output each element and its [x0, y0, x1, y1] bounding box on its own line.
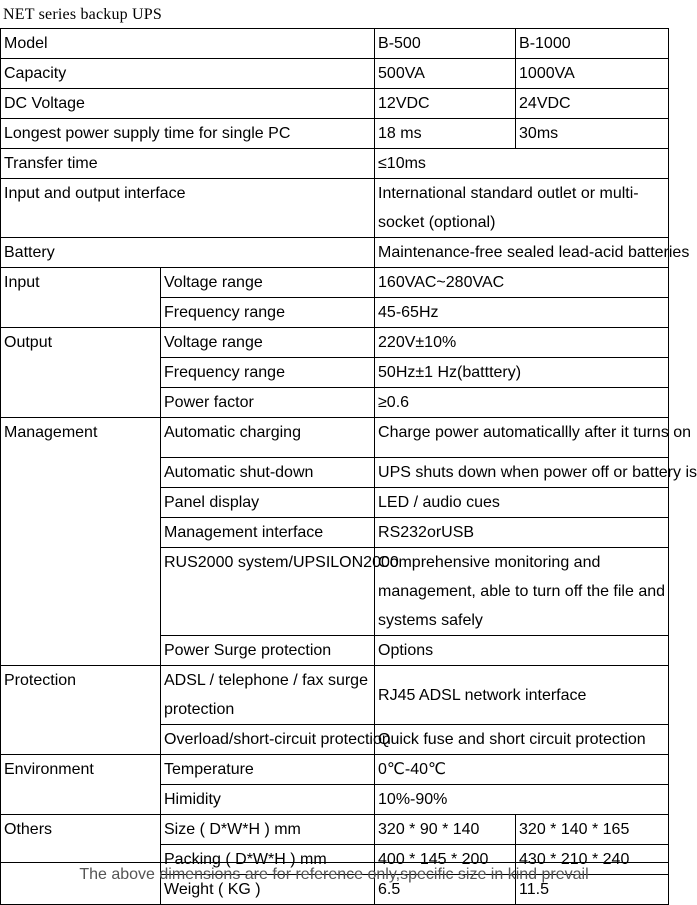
- cell-value-b500: 400 * 145 * 200: [375, 845, 516, 875]
- group-label-protection: Protection: [1, 666, 161, 755]
- group-label-input: Input: [1, 268, 161, 328]
- cell-value-b500: B-500: [375, 29, 516, 59]
- group-label-environment: Environment: [1, 755, 161, 815]
- table-row: [1, 268, 669, 298]
- sub-label: Power factor: [161, 388, 375, 418]
- sub-label: RUS2000 system/UPSILON2000: [161, 548, 375, 636]
- row-label: Battery: [1, 238, 375, 268]
- cell-value-b1000: 11.5: [516, 875, 669, 905]
- sub-label: Weight ( KG ): [161, 875, 375, 905]
- group-label-management: Management: [1, 418, 161, 666]
- sub-label: Panel display: [161, 488, 375, 518]
- cell-value-b1000: 1000VA: [516, 59, 669, 89]
- cell-value: LED / audio cues: [375, 488, 669, 518]
- row-label: Transfer time: [1, 149, 375, 179]
- cell-value: Comprehensive monitoring and management, able to turn off the file and systems safely: [375, 548, 669, 636]
- spec-table: [0, 28, 697, 905]
- group-label-output: Output: [1, 328, 161, 418]
- cell-value-b1000: 320 * 140 * 165: [516, 815, 669, 845]
- cell-value: 160VAC~280VAC: [375, 268, 669, 298]
- row-label: DC Voltage: [1, 89, 375, 119]
- cell-value: RJ45 ADSL network interface: [375, 666, 669, 725]
- sub-label: Automatic charging: [161, 418, 375, 458]
- cell-value-b500: 6.5: [375, 875, 516, 905]
- sub-label: Packing ( D*W*H ) mm: [161, 845, 375, 875]
- cell-value: Options: [375, 636, 669, 666]
- cell-value: 0℃-40℃: [375, 755, 669, 785]
- cell-value-b1000: 430 * 210 * 240: [516, 845, 669, 875]
- cell-value: International standard outlet or multi-socket (optional): [375, 179, 669, 238]
- table-row-battery: [1, 238, 669, 268]
- cell-value-b1000: 24VDC: [516, 89, 669, 119]
- row-label: Capacity: [1, 59, 375, 89]
- table-row-capacity: [1, 59, 669, 89]
- row-label: Model: [1, 29, 375, 59]
- footer-note: The above dimensions are for reference only,specific size in kind prevail: [0, 862, 668, 886]
- cell-value: RS232orUSB: [375, 518, 669, 548]
- table-row: [1, 815, 669, 845]
- table-row: [1, 418, 669, 458]
- sub-label: Management interface: [161, 518, 375, 548]
- table-row-longest-time: [1, 119, 669, 149]
- group-label-others: Others: [1, 815, 161, 905]
- row-label: Input and output interface: [1, 179, 375, 238]
- cell-value: Quick fuse and short circuit protection: [375, 725, 669, 755]
- sub-label: Size ( D*W*H ) mm: [161, 815, 375, 845]
- table-row-interface: [1, 179, 669, 238]
- table-row-dc-voltage: [1, 89, 669, 119]
- sub-label: Temperature: [161, 755, 375, 785]
- cell-value-b1000: B-1000: [516, 29, 669, 59]
- sub-label: Automatic shut-down: [161, 458, 375, 488]
- cell-value: 45-65Hz: [375, 298, 669, 328]
- sub-label: Frequency range: [161, 298, 375, 328]
- sub-label: Power Surge protection: [161, 636, 375, 666]
- cell-value: ≤10ms: [375, 149, 669, 179]
- sub-label: Frequency range: [161, 358, 375, 388]
- sub-label: Himidity: [161, 785, 375, 815]
- cell-value: 220V±10%: [375, 328, 669, 358]
- cell-value: 50Hz±1 Hz(batttery): [375, 358, 669, 388]
- sub-label: ADSL / telephone / fax surge protection: [161, 666, 375, 725]
- document-title: NET series backup UPS: [3, 6, 162, 23]
- cell-value-b500: 18 ms: [375, 119, 516, 149]
- sub-label: Voltage range: [161, 268, 375, 298]
- cell-value-b500: 12VDC: [375, 89, 516, 119]
- cell-value: 10%-90%: [375, 785, 669, 815]
- sub-label: Voltage range: [161, 328, 375, 358]
- table-row: [1, 328, 669, 358]
- cell-value-b1000: 30ms: [516, 119, 669, 149]
- sub-label: Overload/short-circuit protection: [161, 725, 375, 755]
- row-label: Longest power supply time for single PC: [1, 119, 375, 149]
- table-row: [1, 666, 669, 725]
- cell-value: UPS shuts down when power off or battery is: [375, 458, 669, 488]
- table-row-model: [1, 29, 669, 59]
- table-row: [1, 755, 669, 785]
- table-row-transfer-time: [1, 149, 669, 179]
- cell-value: ≥0.6: [375, 388, 669, 418]
- cell-value-b500: 320 * 90 * 140: [375, 815, 516, 845]
- cell-value: Maintenance-free sealed lead-acid batteries: [375, 238, 669, 268]
- cell-value: Charge power automaticallly after it turns on: [375, 418, 669, 458]
- cell-value-b500: 500VA: [375, 59, 516, 89]
